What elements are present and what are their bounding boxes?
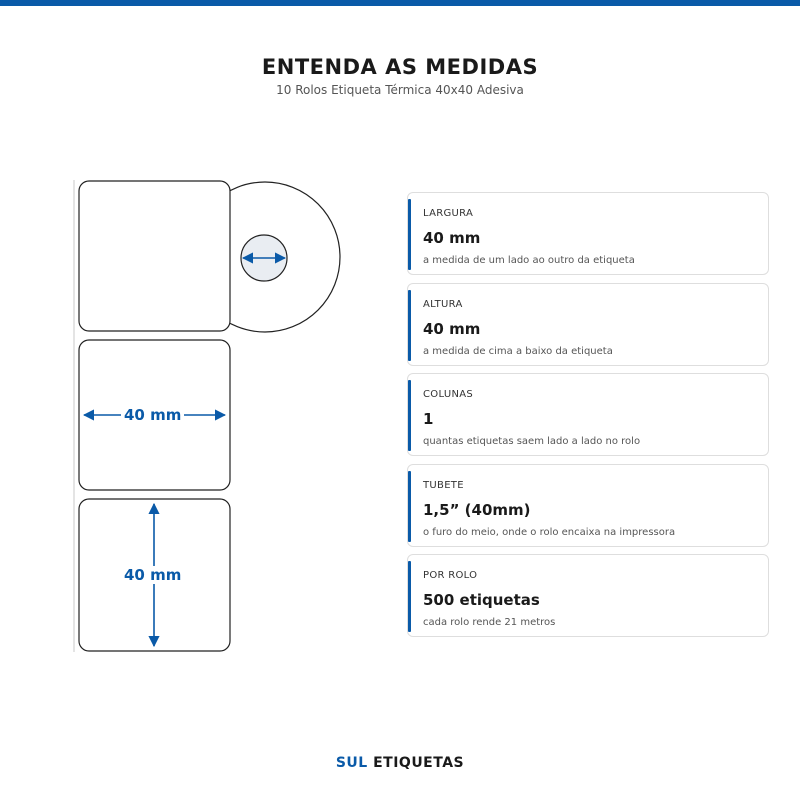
spec-label: COLUNAS bbox=[423, 389, 474, 400]
label-1 bbox=[79, 181, 230, 331]
spec-description: o furo do meio, onde o rolo encaixa na impressora bbox=[423, 526, 676, 538]
card-accent-bar bbox=[408, 561, 411, 632]
spec-description: a medida de um lado ao outro da etiqueta bbox=[423, 255, 635, 266]
page-title: ENTENDA AS MEDIDAS bbox=[261, 55, 539, 79]
spec-description: quantas etiquetas saem lado a lado no rolo bbox=[423, 436, 641, 447]
spec-value: 1,5” (40mm) bbox=[423, 500, 531, 519]
spec-card-altura bbox=[407, 283, 769, 366]
spec-value: 40 mm bbox=[423, 229, 481, 247]
height-dimension-label: 40 mm bbox=[121, 566, 184, 584]
spec-card-largura bbox=[407, 192, 769, 275]
brand-name-part2: ETIQUETAS bbox=[373, 755, 465, 771]
card-accent-bar bbox=[408, 290, 411, 361]
spec-label: POR ROLO bbox=[423, 570, 478, 581]
card-accent-bar bbox=[408, 380, 411, 451]
spec-card-colunas bbox=[407, 373, 769, 456]
width-dimension-label: 40 mm bbox=[121, 406, 184, 424]
card-accent-bar bbox=[408, 199, 411, 270]
spec-card-por-rolo bbox=[407, 554, 769, 637]
spec-value: 40 mm bbox=[423, 319, 481, 338]
spec-label: LARGURA bbox=[423, 208, 474, 219]
spec-label: TUBETE bbox=[423, 479, 464, 491]
spec-description: a medida de cima a baixo da etiqueta bbox=[423, 345, 613, 357]
brand-footer bbox=[0, 755, 800, 771]
spec-label: ALTURA bbox=[423, 298, 463, 310]
card-accent-bar bbox=[408, 471, 411, 542]
spec-value: 500 etiquetas bbox=[423, 591, 540, 609]
spec-card-list bbox=[407, 192, 769, 645]
spec-value: 1 bbox=[423, 410, 434, 428]
spec-description: cada rolo rende 21 metros bbox=[423, 617, 556, 628]
spec-card-tubete bbox=[407, 464, 769, 547]
page-subtitle: 10 Rolos Etiqueta Térmica 40x40 Adesiva bbox=[276, 83, 524, 97]
brand-name-part1: SUL bbox=[335, 755, 368, 771]
